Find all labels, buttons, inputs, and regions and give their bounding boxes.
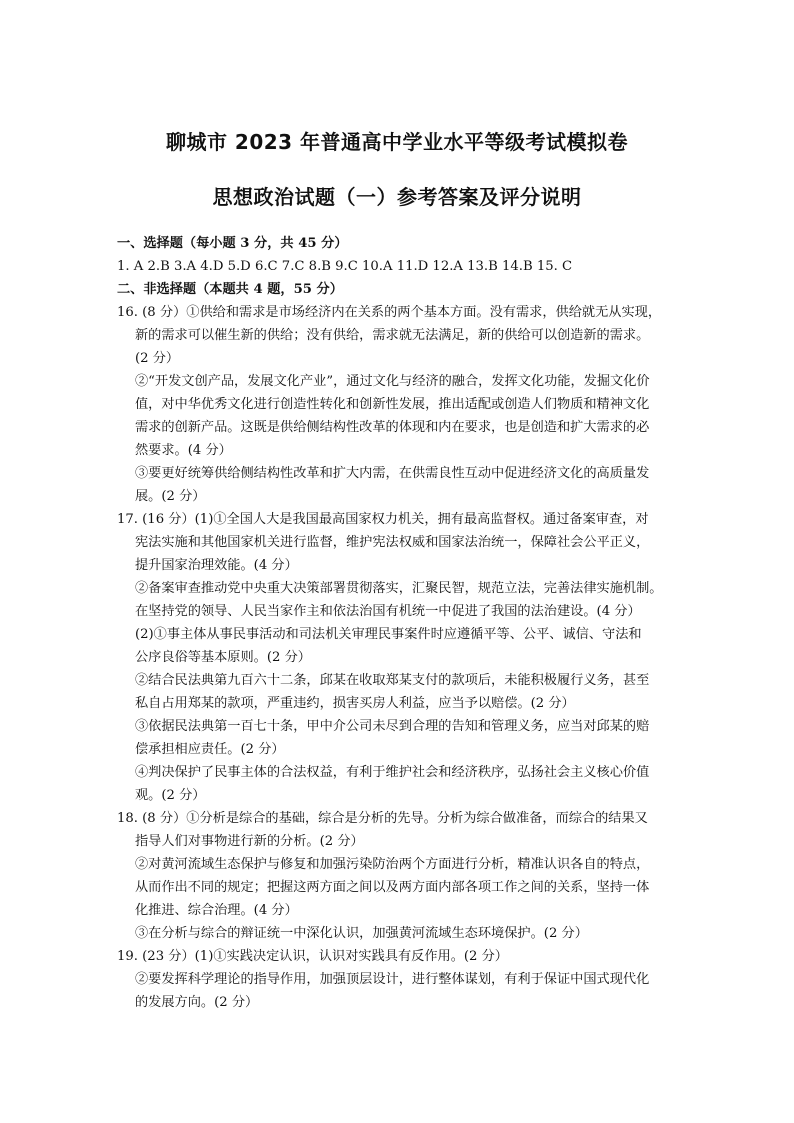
answer-line: (2 分） [135,351,180,366]
document-title: 聊城市 2023 年普通高中学业水平等级考试模拟卷 [165,130,629,154]
answer-line: 然要求。(4 分） [135,443,232,458]
answer-content [117,232,677,1014]
answer-line: 新的需求可以催生新的供给；没有供给，需求就无法满足，新的供给可以创造新的需求。 [135,328,650,343]
answer-line: 化推进、综合治理。(4 分） [135,903,298,918]
answer-line: 17. (16 分）(1)①全国人大是我国最高国家权力机关，拥有最高监督权。通过备案审查，对 [117,512,649,527]
answer-line: ③在分析与综合的辩证统一中深化认识，加强黄河流域生态环境保护。(2 分） [135,926,588,941]
answer-line: 16. (8 分）①供给和需求是市场经济内在关系的两个基本方面。没有需求，供给就无从实现， [117,305,662,320]
answer-line: 偿承担相应责任。(2 分） [135,742,285,757]
answer-line: 18. (8 分）①分析是综合的基础，综合是分析的先导。分析为综合做准备，而综合的结果又 [117,811,648,826]
answer-line: 的发展方向。(2 分） [135,995,259,1010]
answer-line: 展。(2 分） [135,489,206,504]
answer-line: 指导人们对事物进行新的分析。(2 分） [135,834,364,849]
answer-line: ②要发挥科学理论的指导作用，加强顶层设计，进行整体谋划，有利于保证中国式现代化 [135,972,650,987]
answer-line: 1. A 2.B 3.A 4.D 5.D 6.C 7.C 8.B 9.C 10.A 11.D 12.A 13.B 14.B 15. C [117,259,573,274]
answer-line: ④判决保护了民事主体的合法权益，有利于维护社会和经济秩序，弘扬社会主义核心价值 [135,765,650,780]
answer-line: ②结合民法典第九百六十二条，邱某在收取郑某支付的款项后，未能积极履行义务，甚至 [135,673,650,688]
answer-line: ②备案审查推动党中央重大决策部署贯彻落实，汇聚民智，规范立法，完善法律实施机制。 [135,581,663,596]
answer-line: 19. (23 分）(1)①实践决定认识，认识对实践具有反作用。(2 分） [117,949,508,964]
section-heading: 一、选择题（每小题 3 分，共 45 分） [117,236,348,251]
answer-line: 在坚持党的领导、人民当家作主和依法治国有机统一中促进了我国的法治建设。(4 分） [135,604,641,619]
answer-line: 观。(2 分） [135,788,206,803]
document-subtitle: 思想政治试题（一）参考答案及评分说明 [212,185,582,209]
answer-line: ②“开发文创产品，发展文化产业”，通过文化与经济的融合，发挥文化功能，发掘文化价 [135,374,650,389]
answer-line: ③依据民法典第一百七十条，甲中介公司未尽到合理的告知和管理义务，应当对邱某的赔 [135,719,650,734]
answer-line: 公序良俗等基本原则。(2 分） [135,650,311,665]
answer-line: 私自占用郑某的款项，严重违约，损害买房人利益，应当予以赔偿。(2 分） [135,696,575,711]
answer-line: 提升国家治理效能。(4 分） [135,558,298,573]
answer-line: 值，对中华优秀文化进行创造性转化和创新性发展，推出适配或创造人们物质和精神文化 [135,397,650,412]
answer-line: ③要更好统筹供给侧结构性改革和扩大内需，在供需良性互动中促进经济文化的高质量发 [135,466,650,481]
section-heading: 二、非选择题（本题共 4 题，55 分） [117,282,343,297]
answer-line: 需求的创新产品。这既是供给侧结构性改革的体现和内在要求，也是创造和扩大需求的必 [135,420,650,435]
answer-line: 宪法实施和其他国家机关进行监督，维护宪法权威和国家法治统一，保障社会公平正义， [135,535,650,550]
answer-line: ②对黄河流域生态保护与修复和加强污染防治两个方面进行分析，精准认识各自的特点， [135,857,650,872]
answer-line: (2)①事主体从事民事活动和司法机关审理民事案件时应遵循平等、公平、诚信、守法和 [135,627,642,642]
answer-line: 从而作出不同的规定；把握这两方面之间以及两方面内部各项工作之间的关系，坚持一体 [135,880,650,895]
